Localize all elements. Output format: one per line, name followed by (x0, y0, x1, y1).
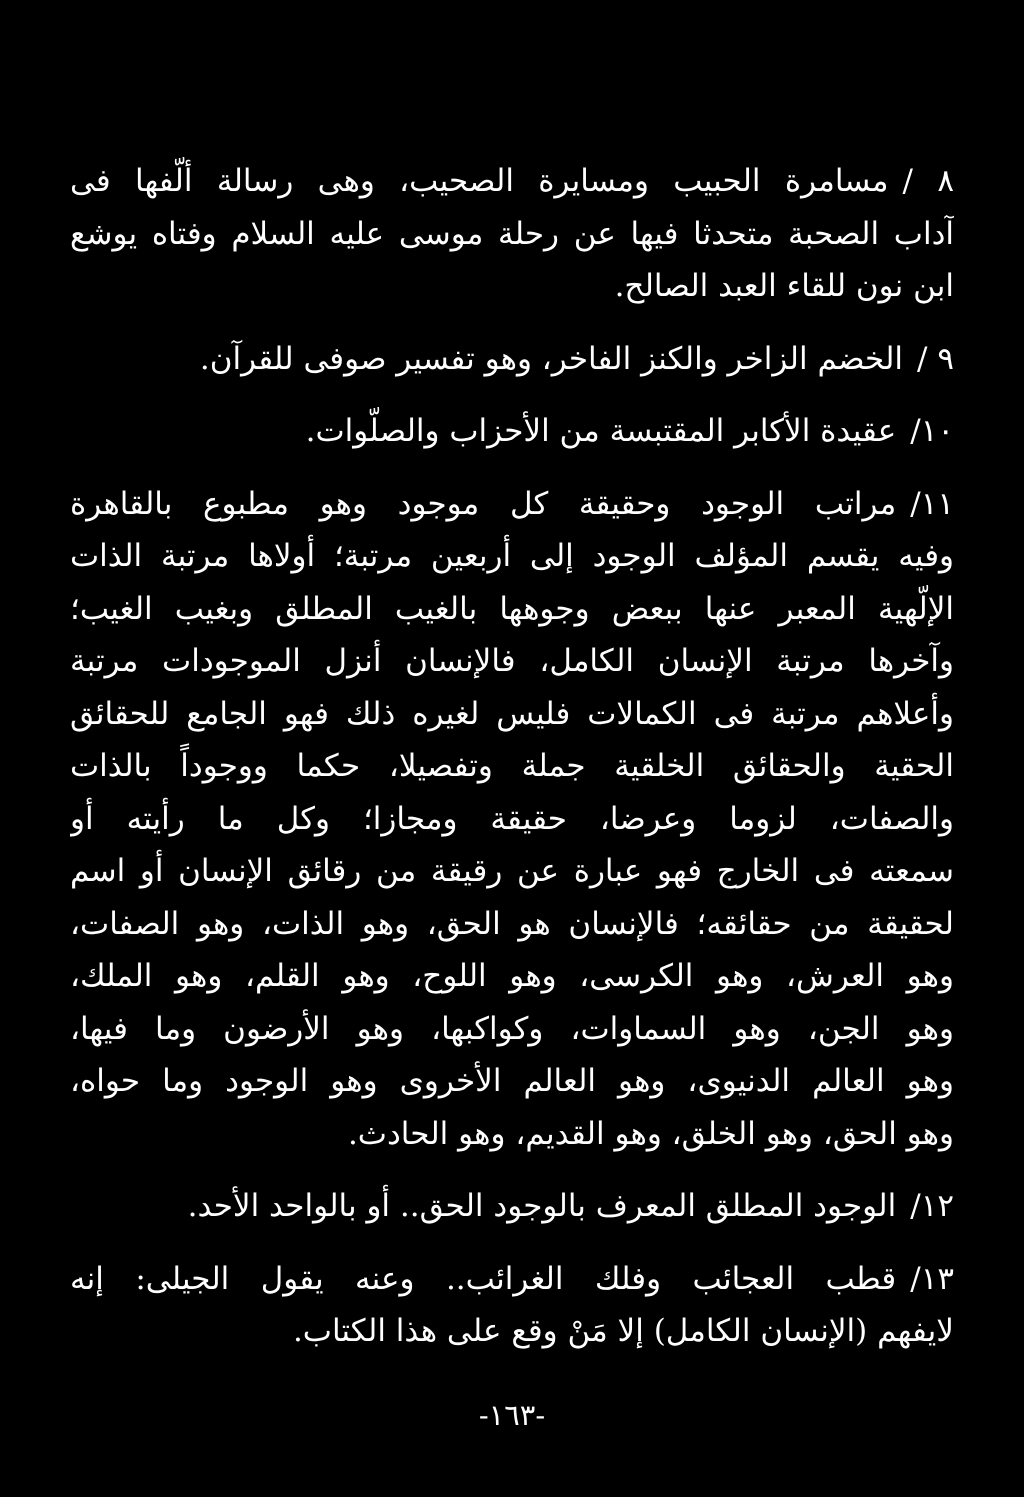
note-line: آداب الصحبة متحدثا فيها عن رحلة موسى عليه السلام وفتاه يوشع (70, 215, 954, 252)
note-line: وهو العالم الدنيوى، وهو العالم الأخروى وهو الوجود وما حواه، (70, 1063, 954, 1099)
note-line: سمعته فى الخارج فهو عبارة عن رقيقة من رقائق الإنسان أو اسم (70, 853, 954, 889)
note-line: وهو الجن، وهو السماوات، وكواكبها، وهو الأرضون وما فيها، (70, 1010, 954, 1047)
note-line (70, 1180, 954, 1233)
note-text: مسامرة الحبيب ومسايرة الصحيب، وهى رسالة ألّفها فى (70, 163, 889, 199)
note-text: مراتب الوجود وحقيقة كل موجود وهو مطبوع بالقاهرة (70, 485, 897, 522)
footnote-11 (70, 478, 954, 1161)
footnote-10 (70, 405, 954, 458)
note-line: وأعلاهم مرتبة فى الكمالات فليس لغيره ذلك فهو الجامع للحقائق (70, 695, 954, 732)
note-text: الخضم الزاخر والكنز الفاخر، وهو تفسير صوفى للقرآن. (199, 340, 904, 377)
footnote-13 (70, 1253, 954, 1358)
note-number: ١٢/ (910, 1188, 954, 1224)
note-number: ٨ / (902, 163, 954, 199)
note-text: عقيدة الأكابر المقتبسة من الأحزاب والصلّوات. (305, 413, 897, 449)
note-number: ١٣/ (910, 1260, 954, 1297)
note-line (70, 1253, 954, 1306)
note-line: وآخرها مرتبة الإنسان الكامل، فالإنسان أنزل الموجودات مرتبة (70, 643, 954, 679)
note-line: وهو الحق، وهو الخلق، وهو القديم، وهو الحادث. (347, 1115, 954, 1152)
note-line (70, 155, 954, 208)
note-line: الحقية والحقائق الخلقية جملة وتفصيلا، حكما ووجوداً بالذات (70, 748, 954, 784)
footnote-12 (70, 1180, 954, 1233)
footnote-9 (70, 333, 954, 386)
note-line: ابن نون للقاء العبد الصالح. (614, 268, 954, 304)
document-page (70, 155, 954, 1378)
footnote-8 (70, 155, 954, 313)
note-line (70, 405, 954, 458)
note-line: وفيه يقسم المؤلف الوجود إلى أربعين مرتبة؛ أولاها مرتبة الذات (70, 538, 954, 574)
note-line: الإلّهية المعبر عنها ببعض وجوهها بالغيب المطلق وبغيب الغيب؛ (70, 590, 954, 627)
note-text: قطب العجائب وفلك الغرائب.. وعنه يقول الجيلى: إنه (70, 1260, 897, 1297)
note-line: وهو العرش، وهو الكرسى، وهو اللوح، وهو القلم، وهو الملك، (70, 958, 954, 994)
note-line: والصفات، لزوما وعرضا، حقيقة ومجازا؛ وكل ما رأيته أو (70, 800, 954, 837)
note-number: ٩ / (917, 340, 954, 377)
page-number: -١٦٣- (478, 1398, 546, 1432)
note-line: لحقيقة من حقائقه؛ فالإنسان هو الحق، وهو الذات، وهو الصفات، (70, 905, 954, 942)
note-text: الوجود المطلق المعرف بالوجود الحق.. أو بالواحد الأحد. (187, 1188, 897, 1224)
note-number: ١٠/ (910, 413, 954, 449)
note-number: ١١/ (910, 485, 954, 522)
note-line: لايفهم (الإنسان الكامل) إلا مَنْ وقع على هذا الكتاب. (292, 1313, 954, 1349)
note-line (70, 478, 954, 531)
note-line (70, 333, 954, 386)
